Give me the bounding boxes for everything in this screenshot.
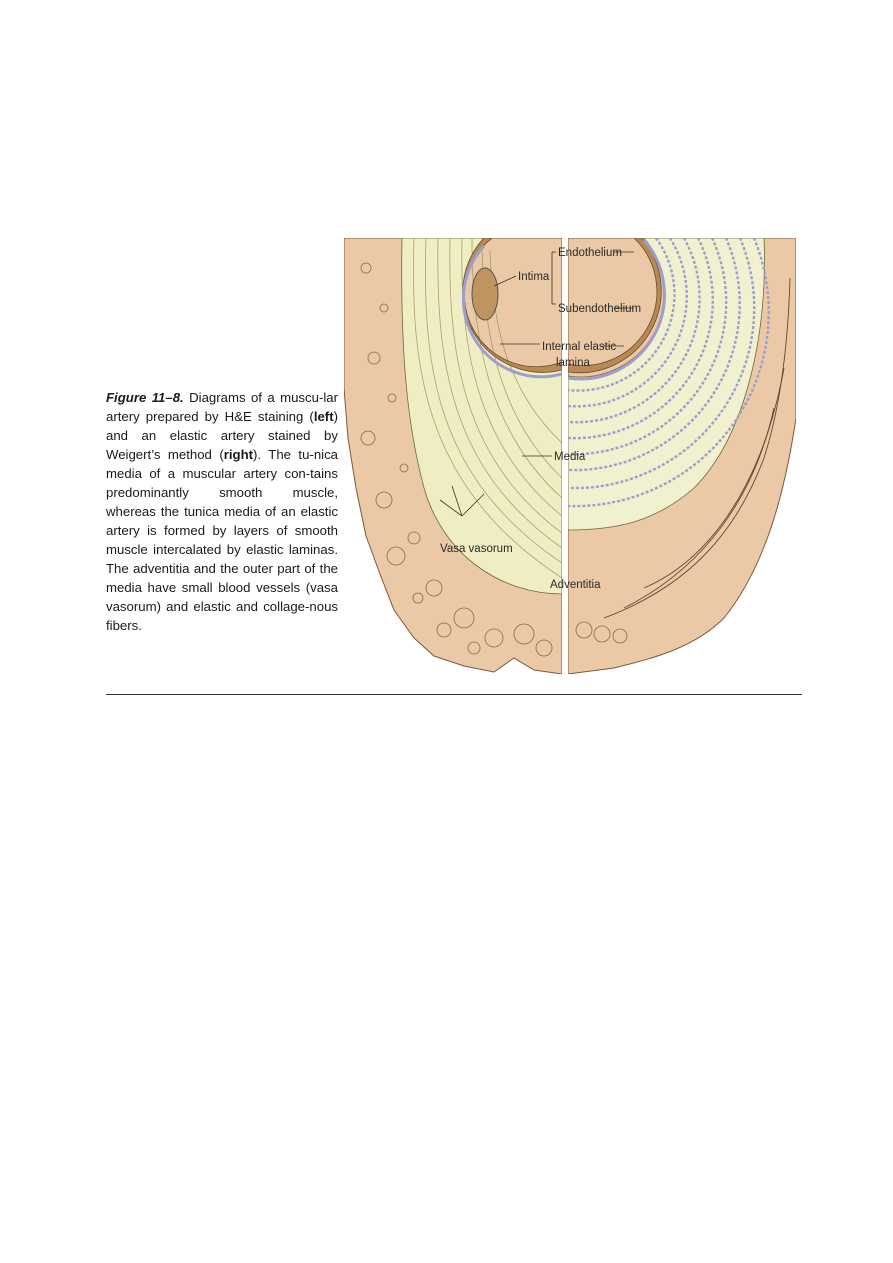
label-intima: Intima xyxy=(518,271,550,283)
figure-label: Figure 11–8. xyxy=(106,390,184,405)
caption-text-2: ) and an elastic artery stained by Weigert’s method ( xyxy=(106,409,338,462)
caption-text-1: Diagrams of a muscu-lar artery prepared by H&E staining ( xyxy=(106,390,339,424)
caption-bold-right: right xyxy=(223,447,254,462)
figure-caption xyxy=(106,388,338,635)
artery-diagram xyxy=(344,238,796,674)
label-vasa-vasorum: Vasa vasorum xyxy=(440,543,513,555)
label-adventitia: Adventitia xyxy=(550,579,601,591)
label-subendothelium: Subendothelium xyxy=(558,303,642,315)
caption-text-3: ). The tu-nica media of a muscular artery con-tains predominantly smooth muscle, whereas the tunica media of an elastic artery is formed by layers of smooth muscle intercalated by elastic laminas. The adventitia and the outer part of the media have small blood vessels (vasa vasorum) and elastic and collage-nous fibers. xyxy=(106,447,339,633)
label-internal-elastic-2: lamina xyxy=(556,357,590,369)
label-internal-elastic-1: Internal elastic xyxy=(542,341,617,353)
horizontal-rule xyxy=(106,694,802,695)
label-media: Media xyxy=(554,451,586,463)
intima-highlight xyxy=(472,268,498,320)
caption-bold-left: left xyxy=(313,409,334,424)
label-endothelium: Endothelium xyxy=(558,247,622,259)
